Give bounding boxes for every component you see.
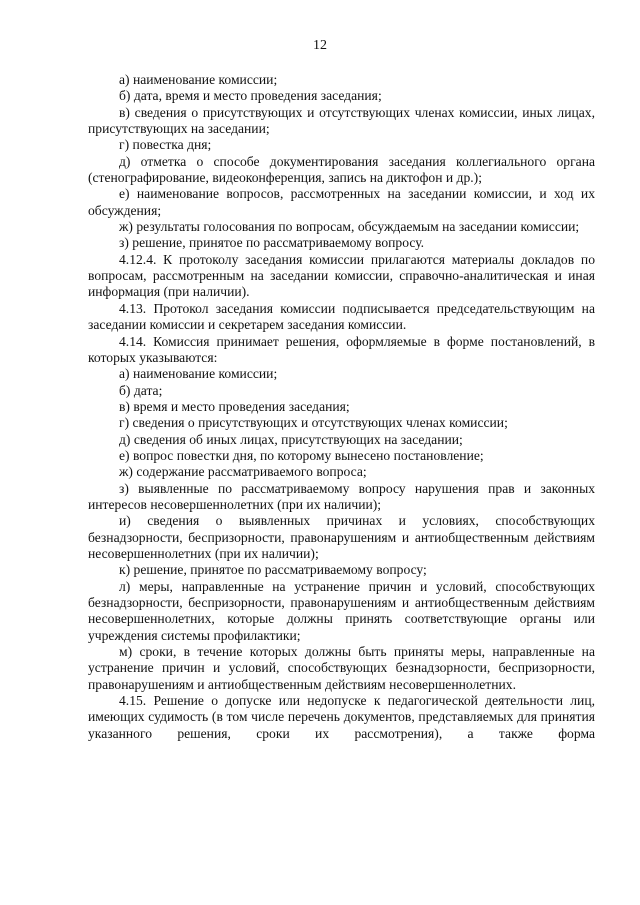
list-item: м) сроки, в течение которых должны быть приняты меры, направленные на устранение причин и условий, способствующих безнадзорности, беспризорности, правонарушениям и антиобщественным действиям несовершеннолетних. bbox=[88, 644, 595, 692]
list-item: б) дата; bbox=[119, 382, 163, 398]
list-item: д) сведения об иных лицах, присутствующих на заседании; bbox=[119, 431, 463, 447]
list-item: б) дата, время и место проведения заседания; bbox=[119, 88, 382, 104]
list-item: д) отметка о способе документирования заседания коллегиального органа (стенографирование, видеоконференция, запись на диктофон и др.); bbox=[88, 153, 595, 186]
list-item: л) меры, направленные на устранение причин и условий, способствующих безнадзорности, беспризорности, правонарушениям и антиобщественным действиям несовершеннолетних, которые должны принять соответствующие органы или учреждения системы профилактики; bbox=[88, 578, 595, 643]
list-item: в) время и место проведения заседания; bbox=[119, 398, 350, 414]
list-item: в) сведения о присутствующих и отсутствующих членах комиссии, иных лицах, присутствующих на заседании; bbox=[88, 104, 595, 137]
list-item: и) сведения о выявленных причинах и условиях, способствующих безнадзорности, беспризорности, правонарушениям и антиобщественным действиям несовершеннолетних (при их наличии); bbox=[88, 513, 595, 561]
list-item: з) выявленные по рассматриваемому вопросу нарушения прав и законных интересов несовершеннолетних (при их наличии); bbox=[88, 480, 595, 512]
list-item: г) повестка дня; bbox=[119, 137, 212, 153]
list-item: з) решение, принятое по рассматриваемому вопросу. bbox=[119, 235, 425, 251]
list-item: а) наименование комиссии; bbox=[119, 72, 278, 87]
page-number: 12 bbox=[313, 38, 327, 53]
list-item: к) решение, принятое по рассматриваемому вопросу; bbox=[119, 562, 427, 578]
list-item: е) вопрос повестки дня, по которому вынесено постановление; bbox=[119, 447, 484, 463]
clause-paragraph: 4.14. Комиссия принимает решения, оформляемые в форме постановлений, в которых указываются: bbox=[88, 333, 595, 365]
document-body bbox=[88, 72, 595, 742]
clause-paragraph: 4.13. Протокол заседания комиссии подписывается председательствующим на заседании комиссии и секретарем заседания комиссии. bbox=[88, 300, 595, 333]
clause-paragraph: 4.15. Решение о допуске или недопуске к педагогической деятельности лиц, имеющих судимость (в том числе перечень документов, представляемых для принятия указанного решения, сроки их рассмотрения), а также форма bbox=[88, 693, 595, 741]
list-item: а) наименование комиссии; bbox=[119, 366, 278, 382]
clause-paragraph: 4.12.4. К протоколу заседания комиссии прилагаются материалы докладов по вопросам, рассмотренным на заседании комиссии, справочно-аналитическая и иная информация (при наличии). bbox=[88, 251, 595, 300]
list-item: ж) содержание рассматриваемого вопроса; bbox=[119, 464, 367, 480]
list-item: ж) результаты голосования по вопросам, обсуждаемым на заседании комиссии; bbox=[119, 219, 580, 235]
list-item: г) сведения о присутствующих и отсутствующих членах комиссии; bbox=[119, 415, 508, 431]
list-item: е) наименование вопросов, рассмотренных на заседании комиссии, и ход их обсуждения; bbox=[88, 186, 595, 218]
